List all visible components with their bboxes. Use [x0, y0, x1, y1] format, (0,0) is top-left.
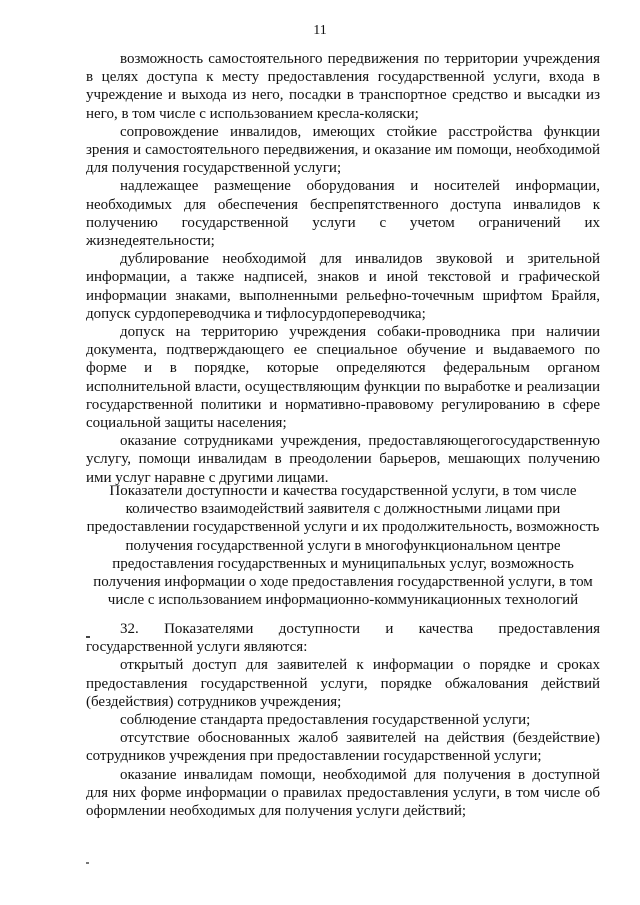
page-number: 11: [313, 23, 327, 38]
paragraph-no-complaints: отсутствие обоснованных жалоб заявителей на действия (бездействие) сотрудников учреждения при предоставлении государственной услуги;: [86, 730, 600, 765]
paragraph-equipment: надлежащее размещение оборудования и носителей информации, необходимых для обеспечения беспрепятственного доступа инвалидов к получению государственной услуги с учетом ограничений их жизнедеятельности;: [86, 178, 600, 250]
paragraph-open-access: открытый доступ для заявителей к информации о порядке и сроках предоставления государственной услуги, порядке обжалования действий (бездействия) сотрудников учреждения;: [86, 657, 600, 710]
accessibility-requirements-list: [86, 50, 600, 487]
paragraph-standard-compliance: соблюдение стандарта предоставления государственной услуги;: [120, 712, 531, 729]
paragraph-staff-assistance: оказание сотрудниками учреждения, предоставляющегогосударственную услугу, помощи инвалидам в преодолении барьеров, мешающих получению ими услуг наравне с другими лицами.: [86, 433, 600, 486]
paragraph-item-32: 32. Показателями доступности и качества предоставления государственной услуги являются:: [86, 621, 600, 656]
paragraph-braille: дублирование необходимой для инвалидов звуковой и зрительной информации, а также надписей, знаков и иной текстовой и графической информации знаками, выполненными рельефно-точечным шрифтом Брайля, допуск сурдопереводчика и тифлосурдопереводчика;: [86, 251, 600, 322]
paragraph-disabled-assistance: оказание инвалидам помощи, необходимой для получения в доступной для них форме информации о правилах предоставления услуги, в том числе об оформлении необходимых для получения услуги действий;: [86, 766, 600, 820]
paragraph-escort: сопровождение инвалидов, имеющих стойкие расстройства функции зрения и самостоятельного передвижения, и оказание им помощи, необходимой для получения государственной услуги;: [86, 123, 600, 177]
paragraph-movement: возможность самостоятельного передвижения по территории учреждения в целях доступа к месту предоставления государственной услуги, входа в учреждение и выхода из него, посадки в транспортное средство и высадки из него, в том числе с использованием кресла-коляски;: [86, 51, 600, 122]
quality-indicators-list: [86, 620, 600, 820]
paragraph-guide-dog: допуск на территорию учреждения собаки-проводника при наличии документа, подтверждающего ее специальное обучение и выдаваемого по форме и в порядке, которые определяются федеральным органом исполнительной власти, осуществляющим функции по выработке и реализации государственной политики и нормативно-правовому регулированию в сфере социальной защиты населения;: [86, 324, 600, 432]
margin-mark-bottom: [86, 862, 89, 864]
section-heading-block: [86, 482, 600, 609]
section-heading: Показатели доступности и качества государственной услуги, в том числе количество взаимодействий заявителя с должностными лицами при предоставлении государственной услуги и их продолжительность, возможность получения государственной услуги в многофункциональном центре предоставления государственных и муниципальных услуг, возможность получения информации о ходе предоставления государственной услуги, в том числе с использованием информационно-коммуникационных технологий: [86, 483, 600, 609]
